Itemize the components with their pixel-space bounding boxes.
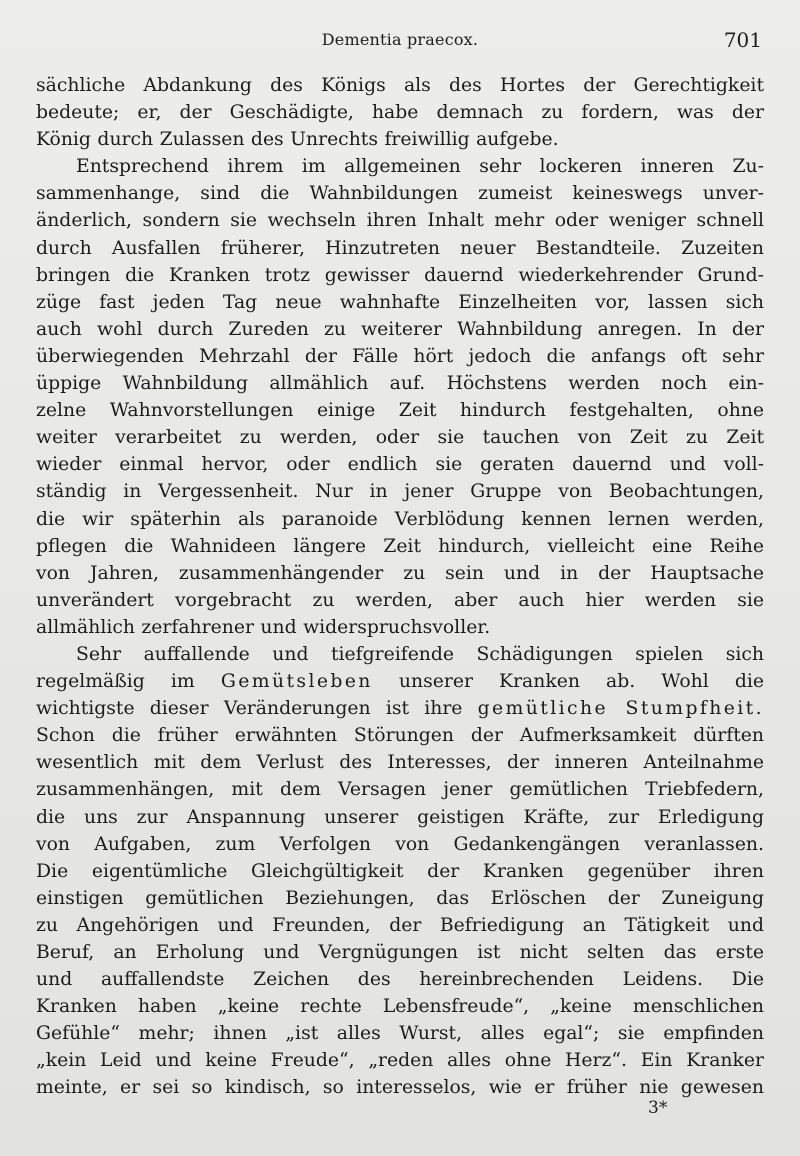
text-line: auch wohl durch Zureden zu weiterer Wahnbildung anregen. In der [36,318,764,340]
text-line: sammenhange, sind die Wahnbildungen zumeist keineswegs unver- [36,183,764,205]
text-line: und auffallendste Zeichen des hereinbrechenden Leidens. Die [36,969,764,991]
text-line: allmählich zerfahrener und widerspruchsvoller. [36,616,491,638]
paragraph-start-line: Sehr auffallende und tiefgreifende Schädigungen spielen sich [76,643,764,665]
text-line: wieder einmal hervor, oder endlich sie geraten dauernd und voll- [36,454,764,476]
page-number: 701 [723,28,762,52]
text-line: von Jahren, zusammenhängender zu sein und in der Hauptsache [36,562,764,584]
text-line: zusammenhängen, mit dem Versagen jener gemütlichen Triebfedern, [36,779,764,801]
text-line: sächliche Abdankung des Königs als des Hortes der Gerechtigkeit [36,75,764,96]
text-fragment: regelmäßig im [36,671,195,693]
text-line: Die eigentümliche Gleichgültigkeit der Kranken gegenüber ihren [36,860,764,882]
text-line: ständig in Vergessenheit. Nur in jener Gruppe von Beobachtungen, [36,481,764,503]
running-title: Dementia praecox. [321,30,479,49]
text-line: züge fast jeden Tag neue wahnhafte Einzelheiten vor, lassen sich [36,291,764,313]
text-line: Beruf, an Erholung und Vergnügungen ist nicht selten das erste [36,942,764,963]
spaced-emphasis: Gemütsleben [220,671,373,693]
text-line: wesentlich mit dem Verlust des Interesses, der inneren Anteilnahme [36,752,764,774]
text-line: „kein Leid und keine Freude“, „reden alles ohne Herz“. Ein Kranker [36,1050,764,1072]
text-line: weiter verarbeitet zu werden, oder sie tauchen von Zeit zu Zeit [36,427,764,449]
text-line: zelne Wahnvorstellungen einige Zeit hindurch festgehalten, ohne [36,400,764,422]
text-line: überwiegenden Mehrzahl der Fälle hört jedoch die anfangs oft sehr [36,345,764,367]
text-line: üppige Wahnbildung allmählich auf. Höchstens werden noch ein- [36,373,764,395]
text-line: Kranken haben „keine rechte Lebensfreude“, „keine menschlichen [36,996,764,1018]
text-line-with-spaced-emphasis [36,668,764,695]
text-line: zu Angehörigen und Freunden, der Befriedigung an Tätigkeit und [36,914,764,936]
text-line: bringen die Kranken trotz gewisser dauernd wiederkehrender Grund- [36,264,764,286]
text-line: unverändert vorgebracht zu werden, aber auch hier werden sie [36,589,764,611]
text-line: pflegen die Wahnideen längere Zeit hindurch, vielleicht eine Reihe [36,535,764,557]
text-line: die wir späterhin als paranoide Verblödung kennen lernen werden, [36,508,764,530]
text-line: änderlich, sondern sie wechseln ihren Inhalt mehr oder weniger schnell [36,210,764,232]
text-line: einstigen gemütlichen Beziehungen, das Erlöschen der Zuneigung [36,887,764,909]
text-line: von Aufgaben, zum Verfolgen von Gedankengängen veranlassen. [36,833,764,855]
text-fragment: wichtigste dieser Veränderungen ist ihre [36,698,463,720]
paragraph-start-line: Entsprechend ihrem im allgemeinen sehr lockeren inneren Zu- [76,156,764,178]
text-fragment: unserer Kranken ab. Wohl die [398,671,764,693]
body-text [36,72,764,1102]
page-header [36,28,764,58]
spaced-emphasis: gemütliche Stumpfheit. [477,698,764,720]
text-line: die uns zur Anspannung unserer geistigen Kräfte, zur Erledigung [36,806,764,828]
text-line: Gefühle“ mehr; ihnen „ist alles Wurst, alles egal“; sie empfinden [36,1023,764,1045]
text-line: durch Ausfallen früherer, Hinzutreten neuer Bestandteile. Zuzeiten [36,237,764,259]
text-line-with-spaced-emphasis [36,695,764,722]
text-line: meinte, er sei so kindisch, so interesselos, wie er früher nie gewesen [36,1077,764,1099]
text-line: Schon die früher erwähnten Störungen der Aufmerksamkeit dürften [36,725,764,747]
signature-mark: 3* [648,1098,668,1118]
text-line: König durch Zulassen des Unrechts freiwillig aufgebe. [36,129,559,151]
text-line: bedeute; er, der Geschädigte, habe demnach zu fordern, was der [36,102,764,124]
